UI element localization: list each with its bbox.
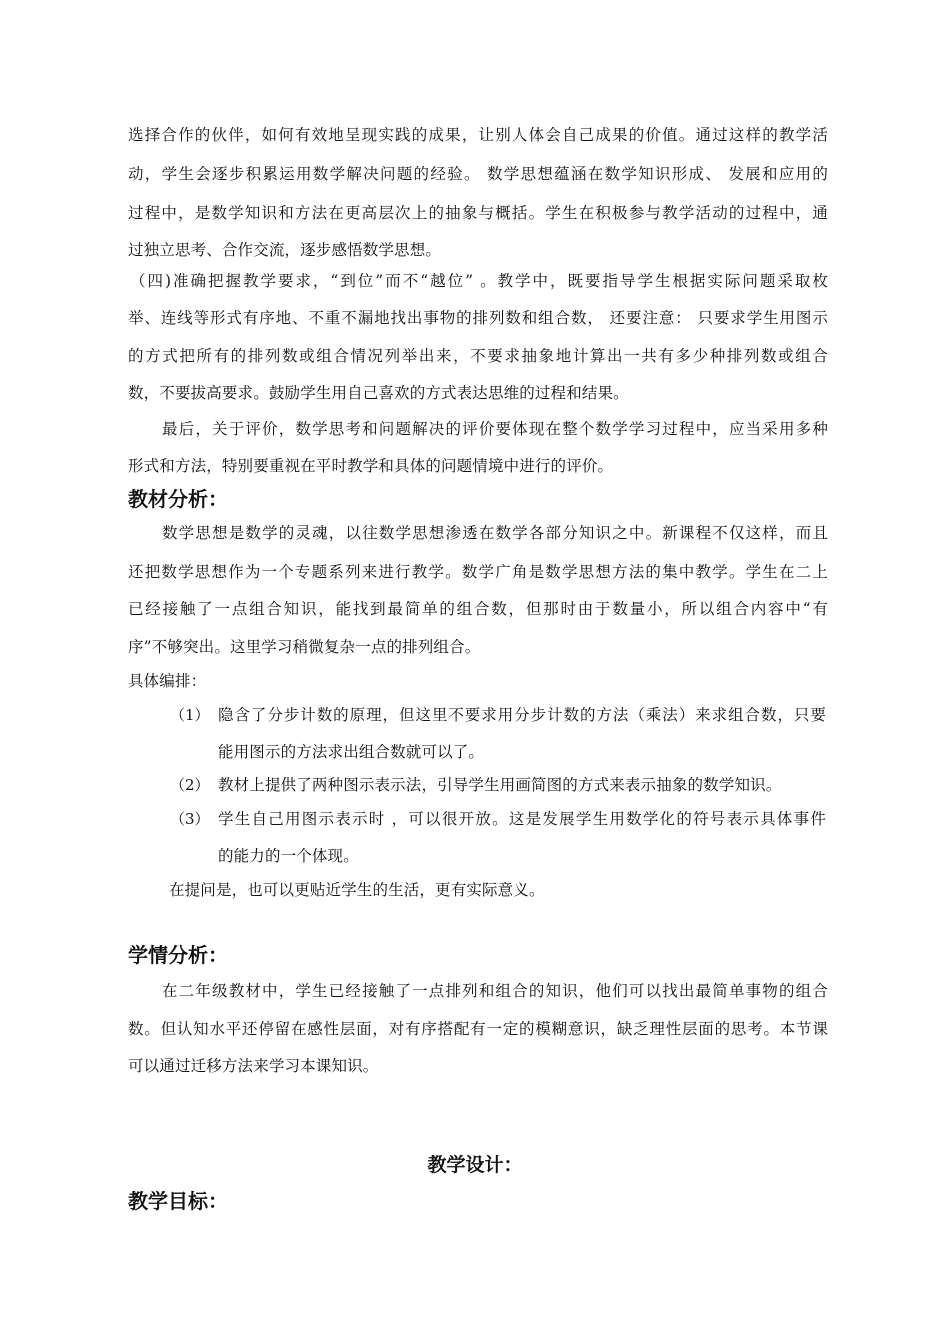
paragraph-5: 在提问是，也可以更贴近学生的生活，更有实际意义。 [169, 881, 545, 899]
list-item-1-line-1: 隐含了分步计数的原理，但这里不要求用分步计数的方法（乘法）来求组合数，只要 [218, 706, 826, 724]
list-item-3-line-1: 学生自己用图示表示时 ，可以很开放。这是发展学生用数学化的符号表示具体事件 [218, 810, 826, 828]
paragraph-3-line-1: 最后，关于评价，数学思考和问题解决的评价要体现在整个数学学习过程中，应当采用多种 [162, 420, 828, 438]
paragraph-6-line-1: 在二年级教材中，学生已经接触了一点排列和组合的知识，他们可以找出最简单事物的组合 [162, 982, 828, 1000]
paragraph-1-line-4: 过独立思考、合作交流，逐步感悟数学思想。 [128, 241, 442, 259]
paragraph-2-line-2: 举、连线等形式有序地、不重不漏地找出事物的排列数和组合数， 还要注意： 只要求学生用图示 [128, 309, 828, 327]
heading-teaching-goals: 教学目标： [128, 1189, 228, 1213]
paragraph-1-line-2: 动，学生会逐步积累运用数学解决问题的经验。 数学思想蕴涵在数学知识形成、 发展和应用的 [128, 165, 828, 183]
paragraph-3-line-2: 形式和方法，特别要重视在平时教学和具体的问题情境中进行的评价。 [128, 457, 614, 475]
paragraph-1-line-1: 选择合作的伙伴，如何有效地呈现实践的成果，让别人体会自己成果的价值。通过这样的教学活 [128, 126, 828, 144]
paragraph-2-line-1: （四)准确把握教学要求，“到位”而不“越位” 。教学中，既要指导学生根据实际问题采取枚 [130, 272, 828, 290]
paragraph-6-line-2: 数。但认知水平还停留在感性层面，对有序搭配有一定的模糊意识，缺乏理性层面的思考。本节课 [128, 1020, 828, 1038]
paragraph-2-line-4: 数，不要拔高要求。鼓励学生用自己喜欢的方式表达思维的过程和结果。 [128, 384, 629, 402]
list-item-3-number: （3） [170, 810, 210, 828]
paragraph-4-line-1: 数学思想是数学的灵魂，以往数学思想渗透在数学各部分知识之中。新课程不仅这样，而且 [162, 524, 828, 542]
paragraph-4-line-2: 已经接触了一点组合知识，能找到最简单的组合数，但那时由于数量小，所以组合内容中“有 [128, 600, 828, 618]
heading-teaching-design: 教学设计： [427, 1154, 523, 1176]
list-item-2-line-1: 教材上提供了两种图示表示法，引导学生用画简图的方式来表示抽象的数学知识。 [218, 776, 782, 794]
paragraph-4-line-2: 还把数学思想作为一个专题系列来进行教学。数学广角是数学思想方法的集中教学。学生在二上 [128, 563, 828, 581]
paragraph-1-line-3: 过程中，是数学知识和方法在更高层次上的抽象与概括。学生在积极参与教学活动的过程中，通 [128, 204, 828, 222]
heading-textbook-analysis: 教材分析： [128, 487, 228, 511]
paragraph-6-line-3: 可以通过迁移方法来学习本课知识。 [128, 1057, 379, 1075]
paragraph-4-line-4: 序”不够突出。这里学习稍微复杂一点的排列组合。 [128, 638, 481, 656]
list-item-1-line-2: 能用图示的方法求出组合数就可以了。 [218, 743, 485, 761]
heading-student-analysis: 学情分析： [128, 943, 228, 967]
list-item-2-number: （2） [170, 776, 210, 794]
paragraph-2-line-3: 的方式把所有的排列数或组合情况列举出来，不要求抽象地计算出一共有多少种排列数或组合 [128, 347, 828, 365]
label-specific-arrangement: 具体编排： [128, 672, 207, 690]
list-item-1-number: （1） [170, 706, 210, 724]
list-item-3-line-2: 的能力的一个体现。 [218, 847, 359, 865]
